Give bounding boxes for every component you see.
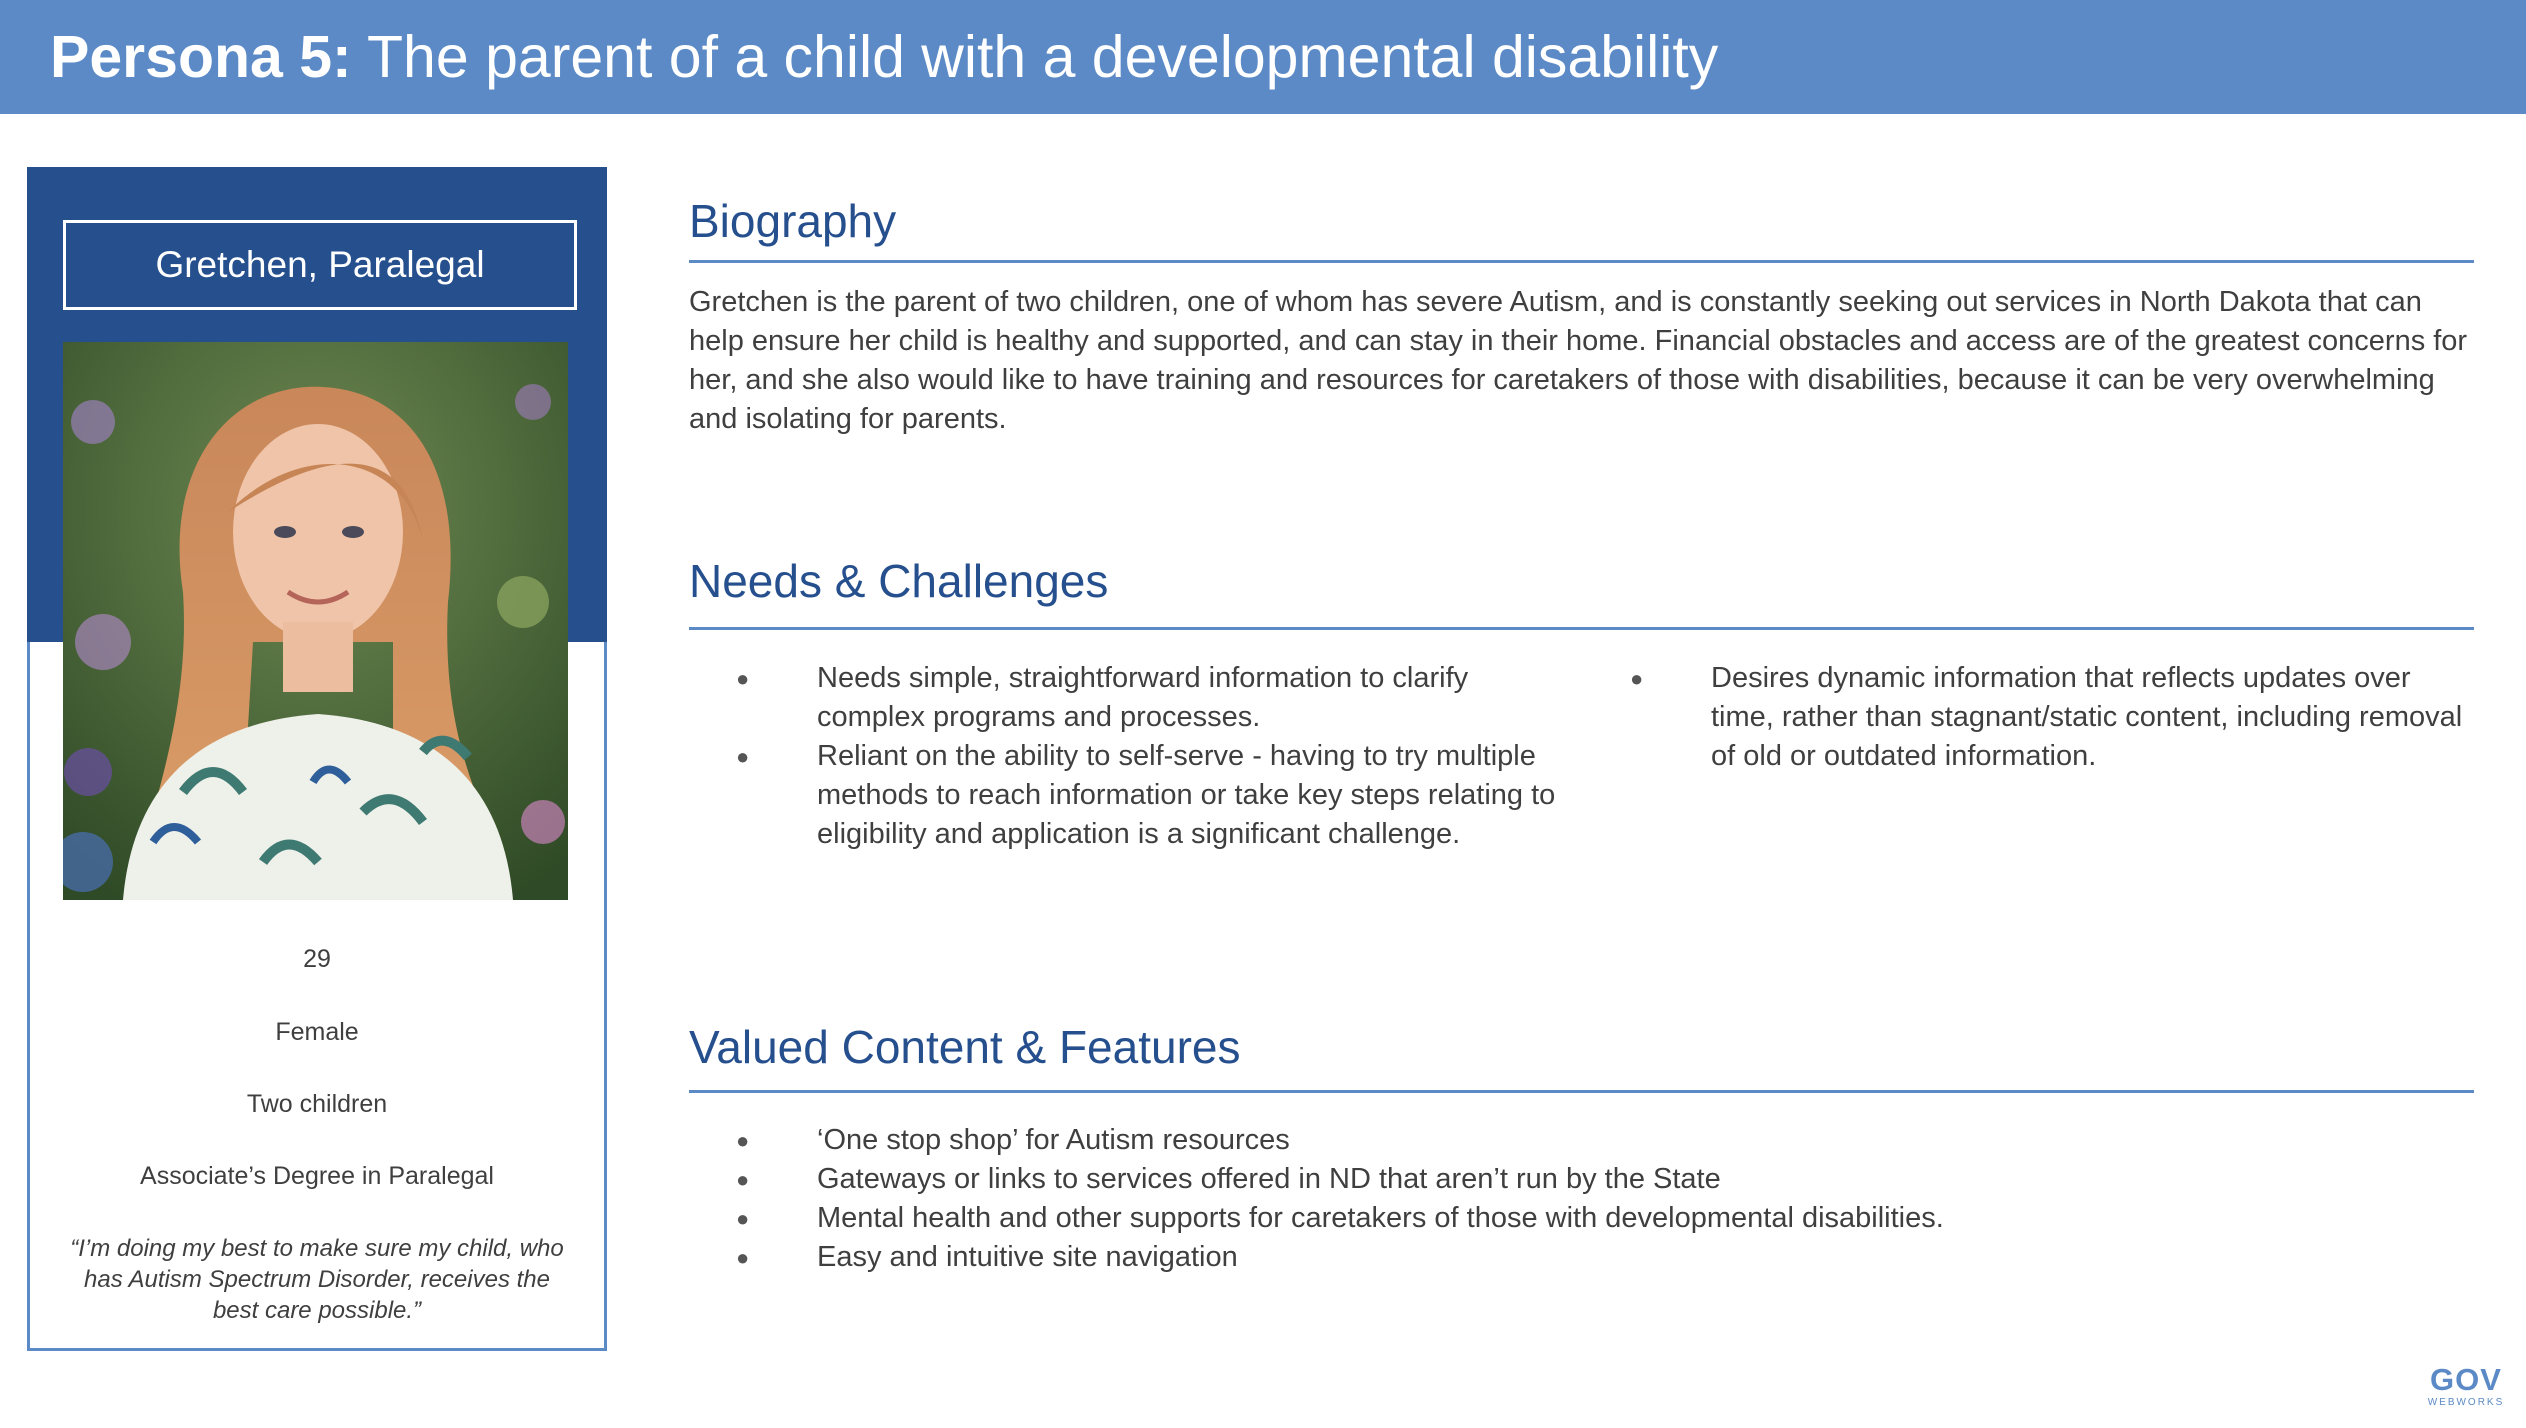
needs-list-right [1583,659,2463,776]
needs-divider [689,627,2474,630]
bullet-icon: ● [736,1245,750,1270]
header-bar [0,0,2526,114]
needs-list-left [689,659,1569,854]
biography-text: Gretchen is the parent of two children, one of whom has severe Autism, and is constantly seeking out services in North Dakota that can help ensure her child is healthy and supported, and can stay in their home. Financial obstacles and access are of the greatest concerns for her, and she also would like to have training and resources for caretakers of those with disabilities, because it can be very overwhelming and isolating for parents. [689,286,2468,435]
persona-photo [63,342,568,900]
persona-name: Gretchen, Paralegal [63,220,577,310]
persona-gender: Female [275,1018,359,1046]
valued-heading: Valued Content & Features [689,1021,1241,1073]
persona-number: Persona 5: [50,24,352,90]
list-item: ● Mental health and other supports for caretakers of those with developmental disabilities. [689,1199,2479,1238]
biography-divider [689,260,2474,263]
page-title [50,23,1718,91]
persona-quote: “I’m doing my best to make sure my child, who has Autism Spectrum Disorder, receives the best care possible.” [70,1235,564,1324]
list-item: ● Easy and intuitive site navigation [689,1238,2479,1277]
valued-divider [689,1090,2474,1093]
bullet-icon: ● [736,666,750,691]
persona-card [27,167,607,1351]
list-item: ● Reliant on the ability to self-serve - having to try multiple methods to reach information or take key steps relating to eligibility and application is a significant challenge. [689,737,1569,854]
bullet-icon: ● [736,1206,750,1231]
govwebworks-logo [2423,1363,2509,1411]
valued-list [689,1121,2479,1277]
bullet-icon: ● [736,744,750,769]
list-item: ● Gateways or links to services offered in ND that aren’t run by the State [689,1160,2479,1199]
logo-sub-text: WEBWORKS [2427,1397,2505,1408]
list-item: ● Needs simple, straightforward information to clarify complex programs and processes. [689,659,1569,737]
bullet-icon: ● [736,1128,750,1153]
needs-heading: Needs & Challenges [689,555,1109,607]
logo-main-text: GOV [2430,1362,2502,1397]
biography-heading: Biography [689,195,897,247]
list-item: ● Desires dynamic information that reflects updates over time, rather than stagnant/static content, including removal of old or outdated information. [1583,659,2463,776]
persona-description: The parent of a child with a developmental disability [351,24,1719,90]
persona-family: Two children [246,1090,388,1118]
bullet-icon: ● [1630,666,1644,691]
persona-education: Associate’s Degree in Paralegal [140,1162,494,1190]
persona-age: 29 [303,945,331,973]
bullet-icon: ● [736,1167,750,1192]
list-item: ● ‘One stop shop’ for Autism resources [689,1121,2479,1160]
